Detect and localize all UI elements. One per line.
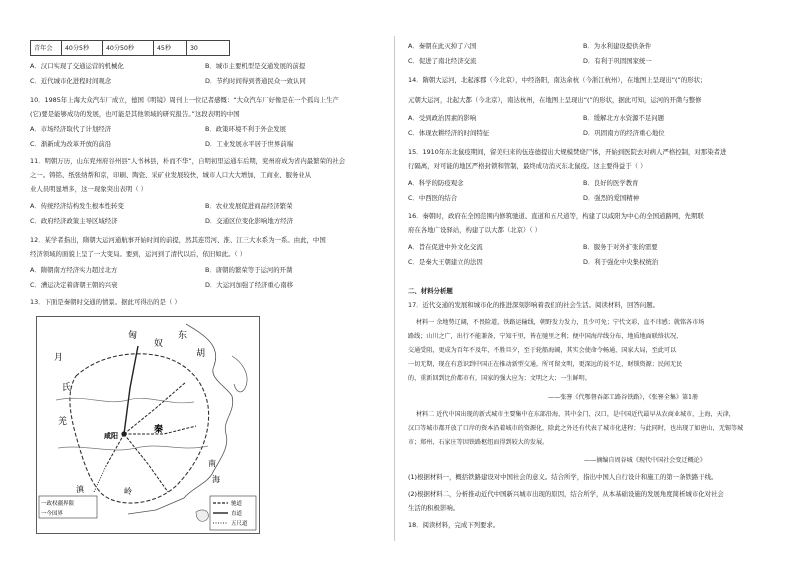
q14-stem-line: 14．隋朝大运河，北起涿郡（今北京），中经洛阳，南达余杭（今浙江杭州），在地图上呈现出“(”的形状； bbox=[408, 76, 707, 84]
qin-road-map bbox=[36, 316, 260, 534]
q16-option-b: B．服务于对外扩张的需要 bbox=[583, 243, 658, 251]
q11-option-a: A．传统经济结构发生根本性转变 bbox=[30, 202, 124, 210]
legend-road2-label: 直道 bbox=[231, 511, 243, 517]
q12-option-d: D．大运河加强了经济重心南移 bbox=[205, 281, 293, 289]
map-label: 岭 bbox=[124, 487, 132, 496]
material-source: ——摘编自周谷城《现代中国社会变迁概论》 bbox=[584, 457, 706, 464]
q10-option-b: B．政策环境不利于外企发展 bbox=[205, 125, 287, 133]
xianyang-marker bbox=[121, 431, 126, 436]
material-line: 路线；山川之广，出行不能兼备，宁知千里，皆在驰里之利；便中国海岸线分布，地质地面联络状况， bbox=[408, 333, 683, 340]
q9-option-d: D．节约时间得到普通民众一致认同 bbox=[205, 77, 306, 85]
table-cell: 40分50秒 bbox=[103, 41, 154, 56]
q12-stem-line: 经济领域的面貌上呈了一大变局。要到，运河到了清代以后，依旧如此。（ ） bbox=[30, 250, 247, 258]
legend-boundary-label: 一政权疆界限 bbox=[41, 501, 75, 507]
q11-stem-line: 之一。铸铭、纸张纳帮和京，印刷、陶瓷、采矿业发展较快，城市人口大大增加，工商业、服务业从 bbox=[30, 171, 312, 179]
q17-subquestion: (1)根据材料一，概括铁路建设对中国社会的意义。结合所学，指出中国人自行设计和施工的第一条铁路干线。 bbox=[408, 473, 718, 481]
q16-option-a: A．旨在促进中外文化交流 bbox=[408, 243, 483, 251]
q9-option-c: C．近代城市化进程时间观念 bbox=[30, 77, 112, 85]
q16-option-d: D．利于强化中央集权统治 bbox=[583, 258, 659, 266]
q14-option-a: A．受到政治因素的影响 bbox=[408, 114, 477, 122]
q16-stem-line: 16．秦朝时，政府在全国范围内修筑驰道、直道和五尺道等，构建了以咸阳为中心的全国道路网，先期联 bbox=[408, 212, 704, 220]
q9-option-a: A．汉口实现了交通运营的机械化 bbox=[30, 62, 124, 70]
material-source: ——张謇《代鄂督吞部工路谷铁路》，《张謇全集》第1册 bbox=[548, 394, 699, 401]
q17-subquestion: 生活的积极影响。 bbox=[408, 504, 460, 512]
q18-stem: 18．阅读材料，完成下列要求。 bbox=[408, 521, 500, 529]
q16-stem-line: 府在各地广设驿站，构建了以大都（北京）（ ） bbox=[408, 226, 542, 234]
q15-option-a: A．科学的防疫观念 bbox=[408, 179, 464, 187]
q10-option-d: D．工业发展水平居于世界前端 bbox=[205, 140, 293, 148]
map-label: 氏 bbox=[62, 383, 72, 393]
q11-stem-line: 11．明朝万历，山东兖州府谷州县“人书林县，朴而不华”，自明初里运通车后期，兖州府成为省内最繁荣的社会 bbox=[30, 157, 346, 165]
map-label: 咸阳 bbox=[104, 432, 118, 440]
table-cell: 30 bbox=[187, 41, 230, 56]
q13-option-d: D．有利于巩固国家统一 bbox=[583, 57, 652, 65]
material-line: 交通受阻，更成为百年不及年，不胜旦夕，至于轮船海阔，其实会使命令畅通，国家大局，至此可以 bbox=[408, 347, 677, 354]
q12-option-a: A．隋朝南方经济实力超过北方 bbox=[30, 266, 118, 274]
legend-road3-label: 五尺道 bbox=[231, 521, 248, 527]
map-label: 东 bbox=[178, 331, 188, 341]
q13-option-c: C．促进了南北经济交流 bbox=[408, 57, 477, 65]
q14-option-c: C．体现农耕经济的时间特征 bbox=[408, 129, 490, 137]
material-line: 一切无期，现在有意识到中国正在推动新型交通，所可留文明，更深远的说不足，财锁资源；民间无民 bbox=[408, 361, 683, 368]
answer-time-table bbox=[30, 40, 230, 56]
table-cell: 40分5秒 bbox=[62, 41, 103, 56]
q13-stem: 13．下面是秦朝时交通的情景。据此可得出的是（ ） bbox=[30, 298, 181, 306]
material-line: 材料一 余地势辽阔，不畏险道，铁路运输线，朝野发力发力，且少可免；宁代文彩，直不讳感；就铭各市场 bbox=[416, 319, 705, 326]
q12-option-c: C．漕运决定着唐朝王朝的兴衰 bbox=[30, 281, 118, 289]
table-cell: 青年会 bbox=[31, 41, 62, 56]
q17-stem: 17．近代交通的发展和城市化的推进深刻影响着我们的社会生活。阅读材料，回答问题。 bbox=[408, 301, 659, 309]
material-line: 材料二 近代中国出现的新式城市主要集中在东部沿海，其中金门、汉口，是中国近代最早从农商业城市，上海，天津， bbox=[416, 411, 735, 418]
map-label: 月 bbox=[54, 353, 64, 363]
q10-stem-line: 10．1985年上海大众汽车厂成立，德国《明镜》周刊上一位记者感慨：“大众汽车厂好像是在一个孤岛上生产 bbox=[30, 96, 339, 104]
q12-option-b: B．唐朝的繁荣等于运河的开凿 bbox=[205, 266, 293, 274]
q13-option-b: B．为水利建设提供条件 bbox=[583, 42, 652, 50]
q14-option-d: D．巩固南方的经济重心地位 bbox=[583, 129, 665, 137]
map-label: 南 bbox=[208, 459, 216, 468]
section-heading: 二、材料分析题 bbox=[408, 287, 453, 295]
q15-option-b: B．良好的医学教育 bbox=[583, 179, 639, 187]
legend-road1-label: 驰道 bbox=[231, 501, 243, 507]
q11-option-b: B．农业发展促进商品经济繁荣 bbox=[205, 202, 293, 210]
q16-option-c: C．是秦大王朝建立的法因 bbox=[408, 258, 483, 266]
column-divider bbox=[394, 36, 395, 541]
q9-option-b: B．城市主要机型是交通发展的前提 bbox=[205, 62, 306, 70]
map-label: 滇 bbox=[76, 485, 84, 494]
material-line: 的，重新回到比价都市有，国家的强大应为；文明之大；一生鲜明。 bbox=[408, 375, 591, 382]
q15-stem-line: 行隔离，对可能的地区严格封锁和管制，最终成功消灭东北鼠疫。这主要得益于（ ） bbox=[408, 162, 647, 170]
legend-border-label: 一今国界 bbox=[41, 511, 64, 517]
material-line: 市；郑州、石家庄等因铁路枢纽而得到较大的发展。 bbox=[408, 439, 549, 446]
q15-stem-line: 15．1910年东北鼠疫期间，留美归来的伍连德提出大规模焚烧尸体，开始到医院去对病人严格控制，对那染者进 bbox=[408, 148, 727, 156]
q10-stem-line: (它)要是能够成功的发展，也可能是其他领域的研究报告。”这段表明的中国 bbox=[30, 110, 240, 118]
map-label: 匈 bbox=[128, 331, 138, 341]
q11-option-d: D．交通区位变化影响地方经济 bbox=[205, 217, 293, 225]
map-label: 羌 bbox=[58, 417, 68, 427]
q13-option-a: A．秦朝在此灭掉了六国 bbox=[408, 42, 477, 50]
q10-option-c: C．渐新成为改革开放的前沿 bbox=[30, 140, 112, 148]
map-label: 秦 bbox=[154, 425, 164, 435]
q15-option-c: C．中西医的结合 bbox=[408, 194, 458, 202]
q14-stem-line: 元朝大运河，北起大都（今北京），南达杭州，在地图上呈现出“(”的形状，据此可知，运河的开凿与整修 bbox=[408, 96, 702, 104]
map-label: 海 bbox=[212, 475, 220, 484]
table-cell: 45秒 bbox=[154, 41, 187, 56]
table-row bbox=[31, 41, 230, 56]
q17-subquestion: (2)根据材料二，分析推动近代中国新兴城市出现的原因，结合所学，从本基础设施的发展角度简析城市化对社会 bbox=[408, 490, 724, 498]
material-line: 汉口等城市都开放了口岸的资本沿着城市的资源化，除此之外还有代表了城市化进程；与此同时，也出现了如唐山，无锡等城 bbox=[408, 425, 744, 432]
q10-option-a: A．市场经济取代了计划经济 bbox=[30, 125, 112, 133]
q11-stem-line: 业人员明显增多，这一现象突出表明（ ） bbox=[30, 185, 148, 193]
q12-stem-line: 12．某学者指出，隋朝大运河通航事开始时间的前提，然其连贯河、淮、江三大水系为一系。由此，中国 bbox=[30, 236, 326, 244]
map-label: 奴 bbox=[154, 339, 164, 349]
map-label: 胡 bbox=[196, 349, 206, 359]
q14-option-b: B．缓解北方水资源不足问题 bbox=[583, 114, 665, 122]
q11-option-c: C．政府经济政策主导区域经济 bbox=[30, 217, 118, 225]
q15-option-d: D．强烈的爱国精神 bbox=[583, 194, 640, 202]
